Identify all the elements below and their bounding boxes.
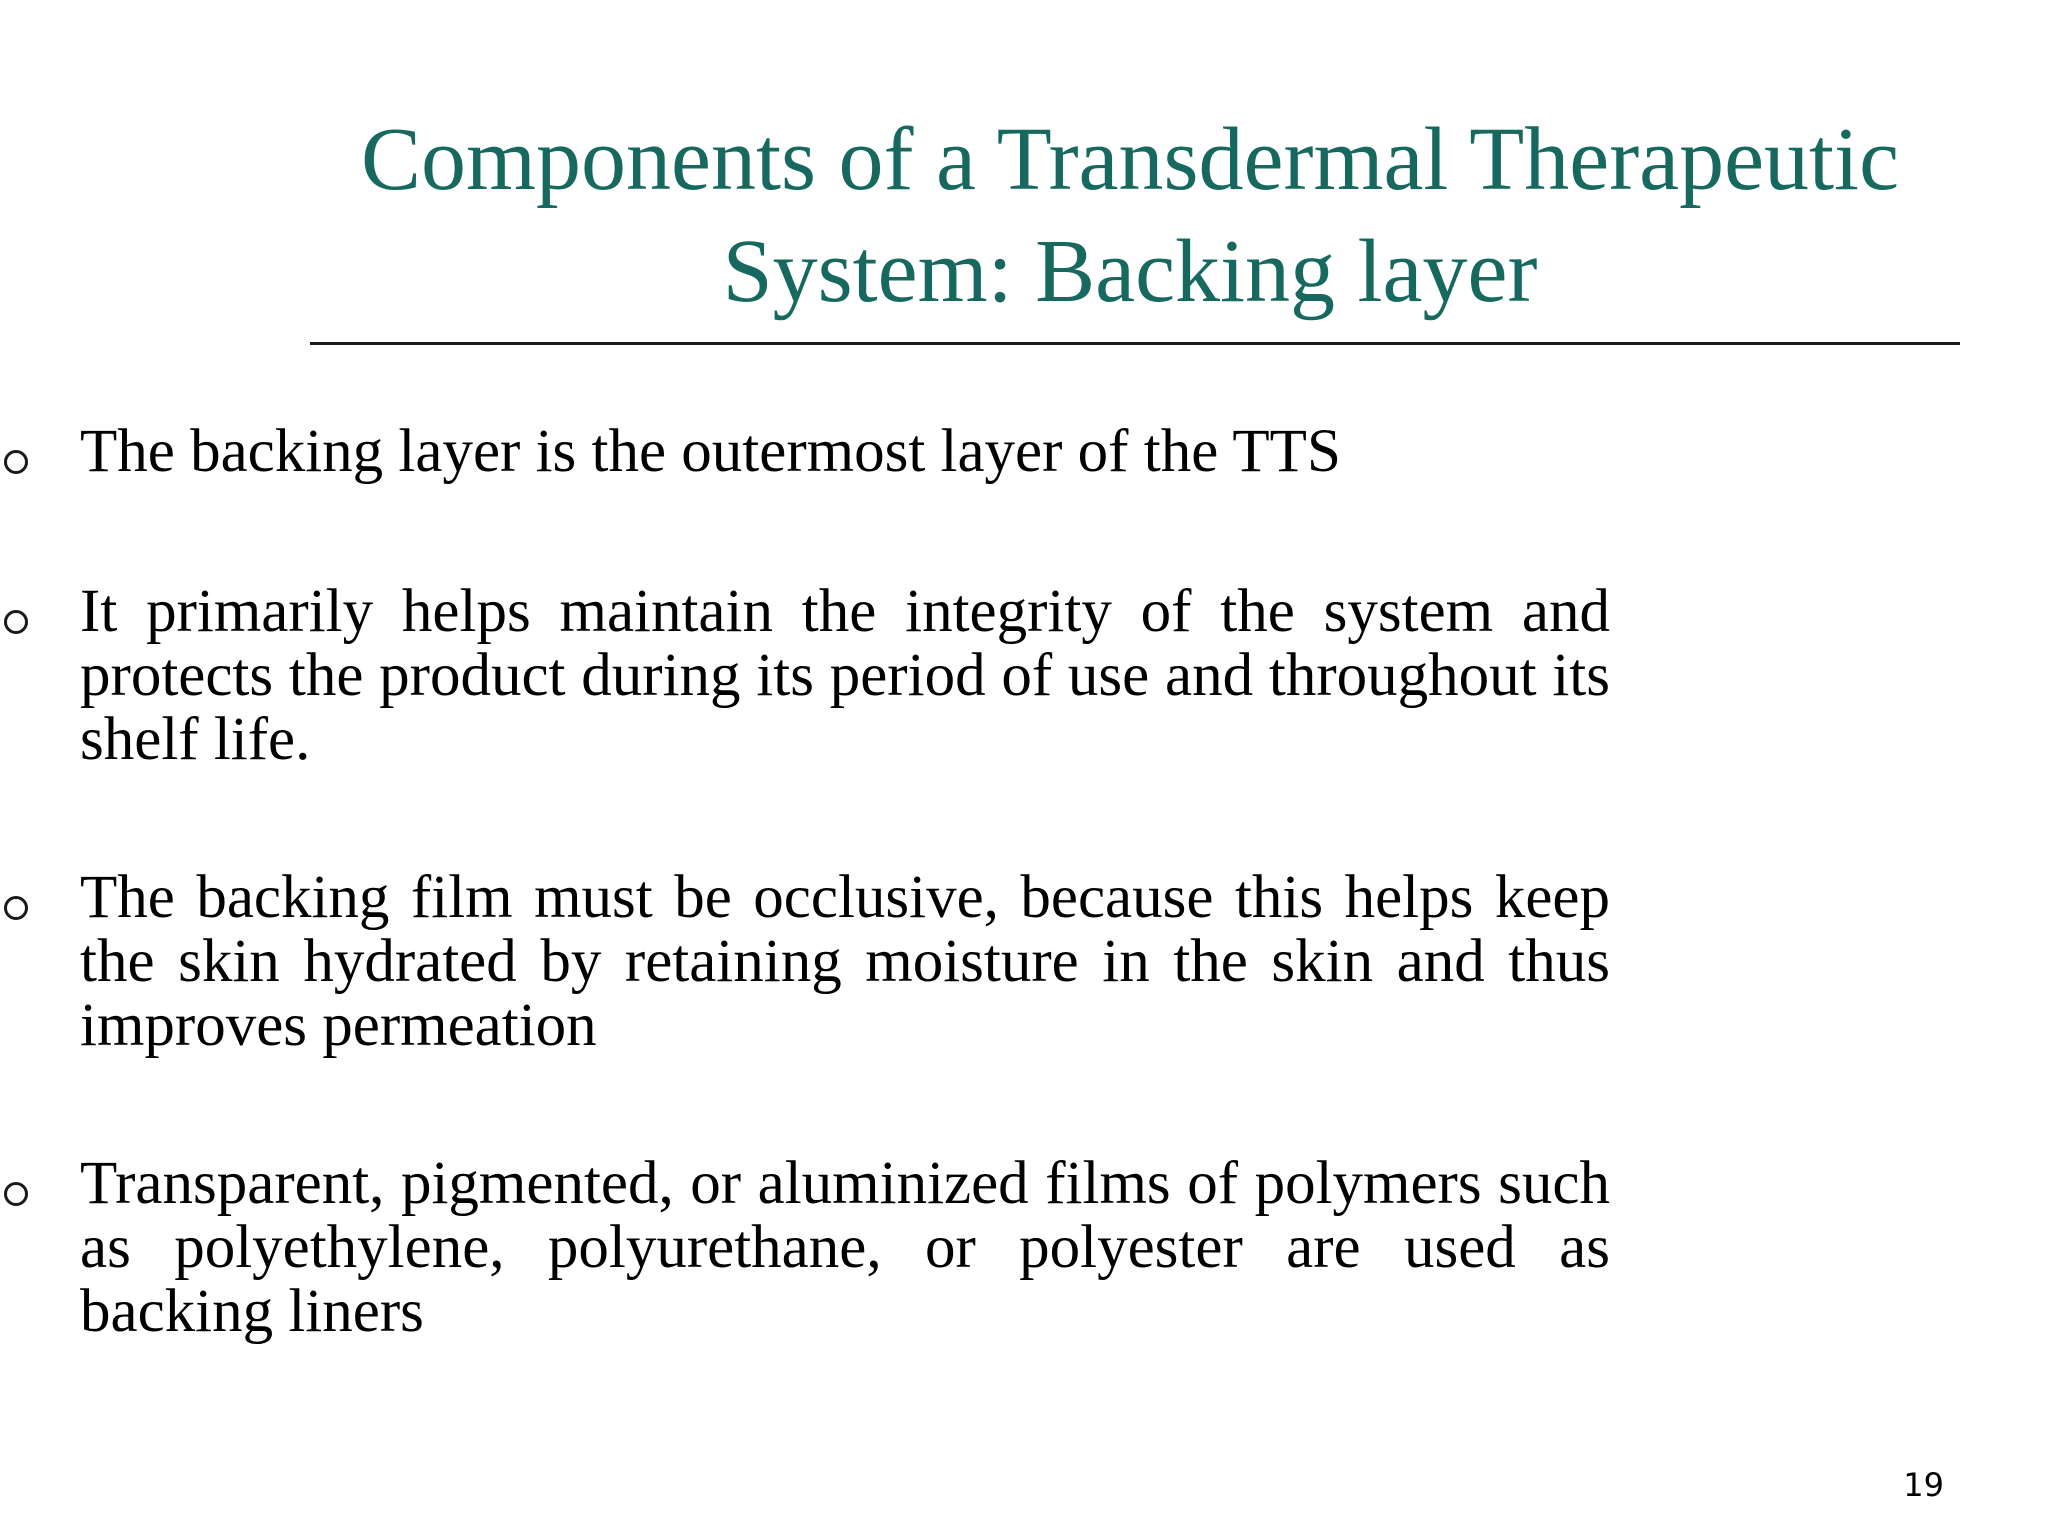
- bullet-text: The backing layer is the outermost layer of the TTS: [80, 418, 1341, 485]
- bullet-text: The backing film must be occlusive, because this helps keep the skin hydrated by retaining moisture in the skin and thus improves permeation: [80, 864, 1610, 1059]
- slide-title: [300, 104, 1960, 328]
- page-number: 19: [1903, 1466, 1944, 1504]
- hollow-circle-bullet-icon: [4, 450, 28, 474]
- hollow-circle-bullet-icon: [4, 896, 28, 920]
- slide-title-line-1: Components of a Transdermal Therapeutic: [360, 110, 1900, 209]
- hollow-circle-bullet-icon: [4, 610, 28, 634]
- bullet-text: Transparent, pigmented, or aluminized films of polymers such as polyethylene, polyurethane, or polyester are used as backing liners: [80, 1150, 1610, 1345]
- slide-title-line-2: System: Backing layer: [722, 222, 1538, 321]
- title-divider: [310, 342, 1960, 345]
- hollow-circle-bullet-icon: [4, 1182, 28, 1206]
- bullet-text: It primarily helps maintain the integrity of the system and protects the product during its period of use and throughout its shelf life.: [80, 578, 1610, 773]
